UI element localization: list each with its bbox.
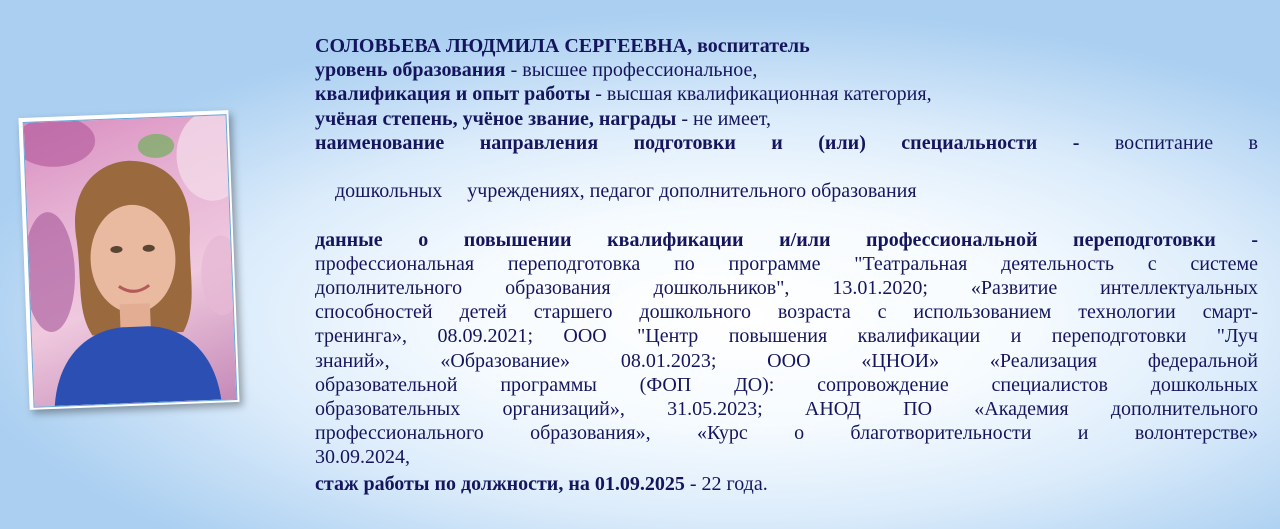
training-text: знаний», «Образование» 08.01.2023; ООО «ЦНОИ» «Реализация федеральной <box>315 349 1258 372</box>
education-label: уровень образования <box>315 59 506 82</box>
training-line <box>315 276 1258 300</box>
training-line <box>315 421 1258 445</box>
qualification-label: квалификация и опыт работы <box>315 83 591 106</box>
training-text: образовательной программы (ФОП ДО): сопровождение специалистов дошкольных <box>315 373 1258 396</box>
training-line <box>315 324 1258 348</box>
specialty-label: наименование направления подготовки и (или) специальности <box>315 131 1038 154</box>
training-text: профессионального образования», «Курс о благотворительности и волонтерстве» <box>315 422 1258 445</box>
teacher-info <box>315 34 1258 496</box>
training-label: данные о повышении квалификации и/или профессиональной переподготовки <box>315 228 1216 251</box>
training-text: дополнительного образования дошкольников", 13.01.2020; «Развитие интеллектуальных <box>315 277 1258 300</box>
training-text: образовательных организаций», 31.05.2023; АНОД ПО «Академия дополнительного <box>315 398 1258 421</box>
education-line <box>315 58 1258 82</box>
training-line <box>315 445 1258 469</box>
training-text: профессиональная переподготовка по программе "Театральная деятельность с системе <box>315 252 1258 275</box>
degree-line <box>315 107 1258 131</box>
specialty-line <box>315 131 1258 155</box>
portrait-photo <box>23 114 238 408</box>
portrait-frame <box>18 110 239 410</box>
training-header-line <box>315 228 1258 252</box>
training-text: способностей детей старшего дошкольного возраста с использованием технологии смарт- <box>315 301 1258 324</box>
training-text: тренинга», 08.09.2021; ООО "Центр повышения квалификации и переподготовки "Луч <box>315 325 1258 348</box>
qualification-line <box>315 82 1258 106</box>
specialty-value-2: дошкольных учреждениях, педагог дополнительного образования <box>335 180 917 203</box>
experience-label: стаж работы по должности, на 01.09.2025 <box>315 472 685 495</box>
training-line <box>315 373 1258 397</box>
training-line <box>315 397 1258 421</box>
training-text: 30.09.2024, <box>315 446 410 469</box>
qualification-value: - высшая квалификационная категория, <box>590 83 932 106</box>
training-line <box>315 252 1258 276</box>
training-line <box>315 349 1258 373</box>
training-separator: - <box>1215 228 1259 251</box>
degree-label: учёная степень, учёное звание, награды <box>315 107 677 130</box>
degree-value: - не имеет, <box>676 107 771 130</box>
education-value: - высшее профессиональное, <box>505 59 758 82</box>
specialty-value-1: воспитание в <box>1114 131 1258 154</box>
specialty-separator: - <box>1037 131 1115 154</box>
specialty-line-2 <box>315 155 1258 228</box>
training-line <box>315 300 1258 324</box>
name-line <box>315 34 1258 58</box>
experience-value: - 22 года. <box>684 472 768 495</box>
experience-line <box>315 472 1258 496</box>
teacher-name: СОЛОВЬЕВА ЛЮДМИЛА СЕРГЕЕВНА <box>315 35 688 57</box>
teacher-position: , воспитатель <box>687 35 810 57</box>
